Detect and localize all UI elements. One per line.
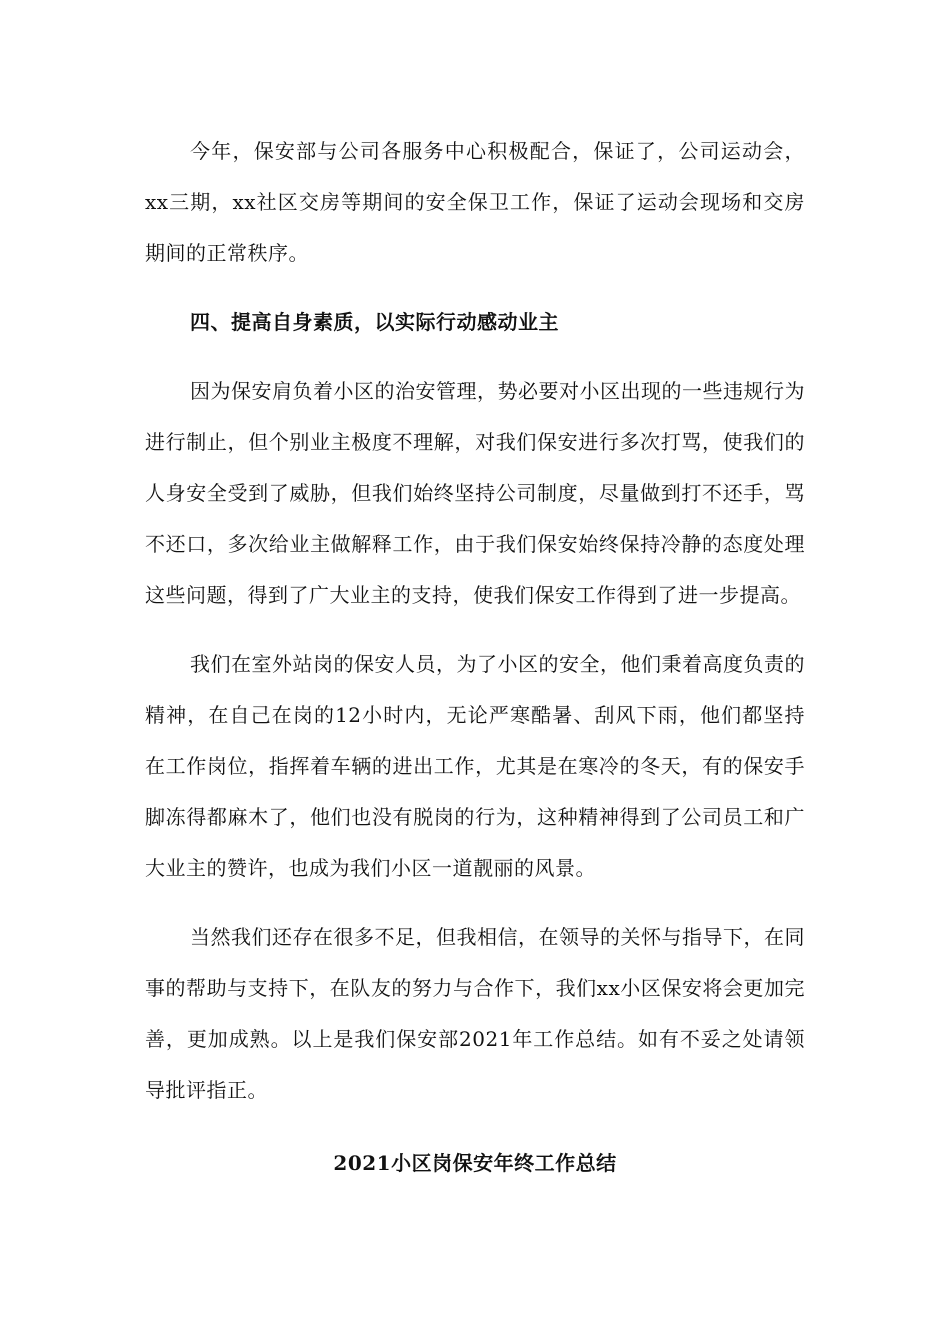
paragraph-owner-conflict: 因为保安肩负着小区的治安管理，势必要对小区出现的一些违规行为进行制止，但个别业主极度不理解，对我们保安进行多次打骂，使我们的人身安全受到了威胁，但我们始终坚持公司制度，尽量做到打不还手，骂不还口，多次给业主做解释工作，由于我们保安始终保持冷静的态度处理这些问题，得到了广大业主的支持，使我们保安工作得到了进一步提高。 xyxy=(145,379,805,607)
paragraph-outdoor-guards: 我们在室外站岗的保安人员，为了小区的安全，他们秉着高度负责的精神，在自己在岗的12小时内，无论严寒酷暑、刮风下雨，他们都坚持在工作岗位，指挥着车辆的进出工作，尤其是在寒冷的冬天，有的保安手脚冻得都麻木了，他们也没有脱岗的行为，这种精神得到了公司员工和广大业主的赞许，也成为我们小区一道靓丽的风景。 xyxy=(145,652,805,880)
document-page xyxy=(145,126,805,1189)
paragraph-conclusion: 当然我们还存在很多不足，但我相信，在领导的关怀与指导下，在同事的帮助与支持下，在队友的努力与合作下，我们xx小区保安将会更加完善，更加成熟。以上是我们保安部2021年工作总结。如有不妥之处请领导批评指正。 xyxy=(145,925,805,1102)
section-heading-four: 四、提高自身素质，以实际行动感动业主 xyxy=(190,310,559,334)
paragraph-cooperation: 今年，保安部与公司各服务中心积极配合，保证了，公司运动会，xx三期，xx社区交房等期间的安全保卫工作，保证了运动会现场和交房期间的正常秩序。 xyxy=(145,139,805,265)
document-title: 2021小区岗保安年终工作总结 xyxy=(333,1151,617,1175)
